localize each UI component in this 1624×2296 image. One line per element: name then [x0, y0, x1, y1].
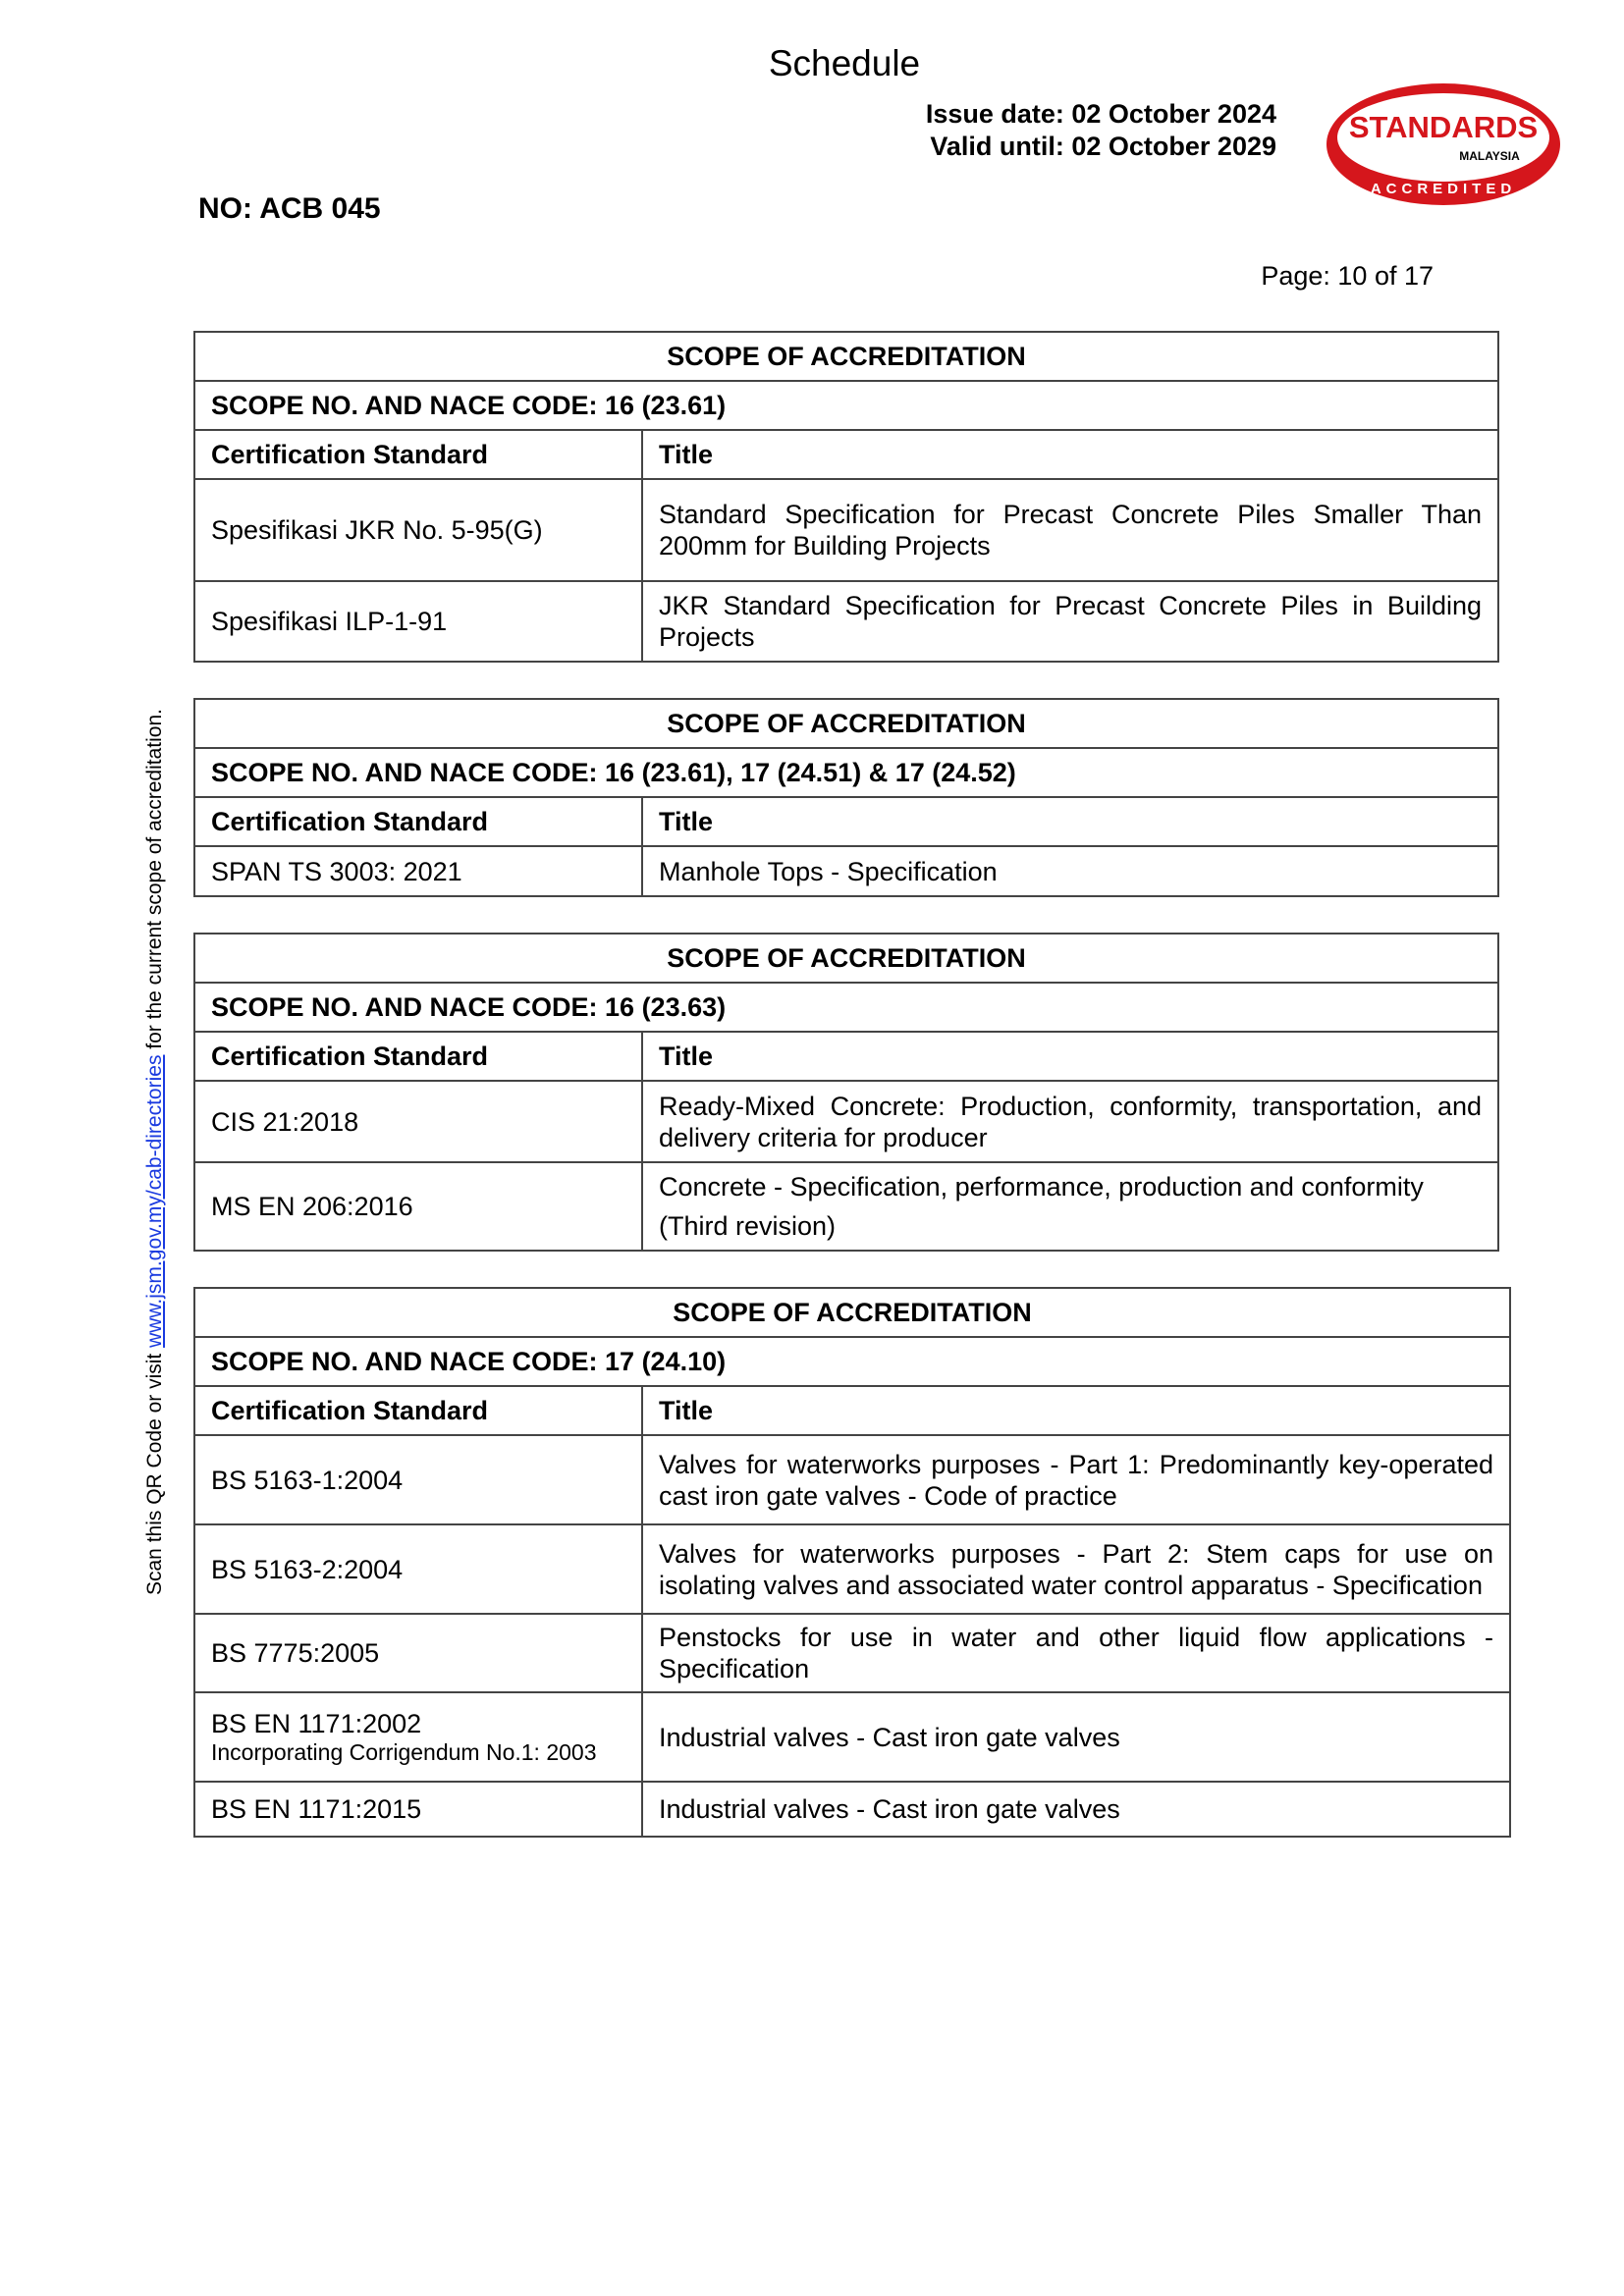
logo-word: STANDARDS [1348, 110, 1539, 144]
col-header-title: Title [642, 430, 1498, 479]
side-note-suffix: for the current scope of accreditation. [143, 709, 166, 1055]
title-cell: Industrial valves - Cast iron gate valves [642, 1782, 1510, 1837]
title-cell: Manhole Tops - Specification [642, 846, 1498, 896]
standard-cell: BS 5163-2:2004 [194, 1524, 642, 1614]
standard-cell: BS EN 1171:2015 [194, 1782, 642, 1837]
scope-table-1 [193, 331, 1499, 663]
scope-header: SCOPE OF ACCREDITATION [194, 1288, 1510, 1337]
scope-line: SCOPE NO. AND NACE CODE: 16 (23.63) [194, 983, 1498, 1032]
valid-until: Valid until: 02 October 2029 [930, 132, 1276, 161]
table-row [194, 1782, 1510, 1837]
title-cell: Valves for waterworks purposes - Part 2: Stem caps for use on isolating valves and associated water control apparatus - Specification [642, 1524, 1510, 1614]
page-number [1159, 261, 1434, 292]
col-header-title: Title [642, 797, 1498, 846]
standard-cell [194, 1692, 642, 1782]
title-note: (Third revision) [659, 1211, 837, 1241]
scope-header: SCOPE OF ACCREDITATION [194, 332, 1498, 381]
standard-cell: CIS 21:2018 [194, 1081, 642, 1162]
title-cell: Ready-Mixed Concrete: Production, conformity, transportation, and delivery criteria for producer [642, 1081, 1498, 1162]
logo-country: MALAYSIA [1459, 149, 1520, 163]
issue-validity-block [825, 98, 1276, 163]
side-note [143, 709, 167, 1595]
page-value: 10 of 17 [1337, 261, 1434, 291]
title-cell: Industrial valves - Cast iron gate valves [642, 1692, 1510, 1782]
table-row [194, 1081, 1498, 1162]
page-title: Schedule [768, 43, 921, 83]
table-row [194, 581, 1498, 662]
scope-table-4 [193, 1287, 1511, 1838]
standard-note: Incorporating Corrigendum No.1: 2003 [211, 1739, 597, 1765]
table-row [194, 1435, 1510, 1524]
scope-table-2 [193, 698, 1499, 897]
standard-cell: Spesifikasi ILP-1-91 [194, 581, 642, 662]
scope-line: SCOPE NO. AND NACE CODE: 16 (23.61), 17 (24.51) & 17 (24.52) [194, 748, 1498, 797]
cab-directories-link[interactable]: www.jsm.gov.my/cab-directories [143, 1054, 166, 1348]
standard-cell: SPAN TS 3003: 2021 [194, 846, 642, 896]
scope-table-3 [193, 933, 1499, 1252]
scope-line: SCOPE NO. AND NACE CODE: 17 (24.10) [194, 1337, 1510, 1386]
col-header-title: Title [642, 1386, 1510, 1435]
title-cell: Penstocks for use in water and other liquid flow applications - Specification [642, 1614, 1510, 1692]
table-row [194, 1524, 1510, 1614]
logo-badge: ACCREDITED [1370, 181, 1517, 197]
standards-malaysia-accredited-logo [1325, 81, 1562, 207]
title-cell: Valves for waterworks purposes - Part 1: Predominantly key-operated cast iron gate valves - Code of practice [642, 1435, 1510, 1524]
page-label: Page: [1261, 261, 1330, 291]
document-number: NO: ACB 045 [198, 192, 381, 225]
table-row [194, 1162, 1498, 1251]
title-cell [642, 1162, 1498, 1251]
scope-header: SCOPE OF ACCREDITATION [194, 934, 1498, 983]
table-row [194, 479, 1498, 581]
scope-line: SCOPE NO. AND NACE CODE: 16 (23.61) [194, 381, 1498, 430]
standard-cell: Spesifikasi JKR No. 5-95(G) [194, 479, 642, 581]
col-header-standard: Certification Standard [194, 430, 642, 479]
col-header-standard: Certification Standard [194, 797, 642, 846]
standard-cell: MS EN 206:2016 [194, 1162, 642, 1251]
side-note-prefix: Scan this QR Code or visit [143, 1347, 166, 1595]
col-header-standard: Certification Standard [194, 1386, 642, 1435]
table-row [194, 1692, 1510, 1782]
title-cell: Standard Specification for Precast Concrete Piles Smaller Than 200mm for Building Projects [642, 479, 1498, 581]
col-header-title: Title [642, 1032, 1498, 1081]
table-row [194, 1614, 1510, 1692]
table-row [194, 846, 1498, 896]
issue-date: Issue date: 02 October 2024 [925, 99, 1276, 129]
title-cell: JKR Standard Specification for Precast Concrete Piles in Building Projects [642, 581, 1498, 662]
col-header-standard: Certification Standard [194, 1032, 642, 1081]
standard-cell: BS 5163-1:2004 [194, 1435, 642, 1524]
standard-text: BS EN 1171:2002 [211, 1709, 422, 1738]
standard-cell: BS 7775:2005 [194, 1614, 642, 1692]
scope-header: SCOPE OF ACCREDITATION [194, 699, 1498, 748]
title-text: Concrete - Specification, performance, production and conformity [659, 1172, 1424, 1201]
